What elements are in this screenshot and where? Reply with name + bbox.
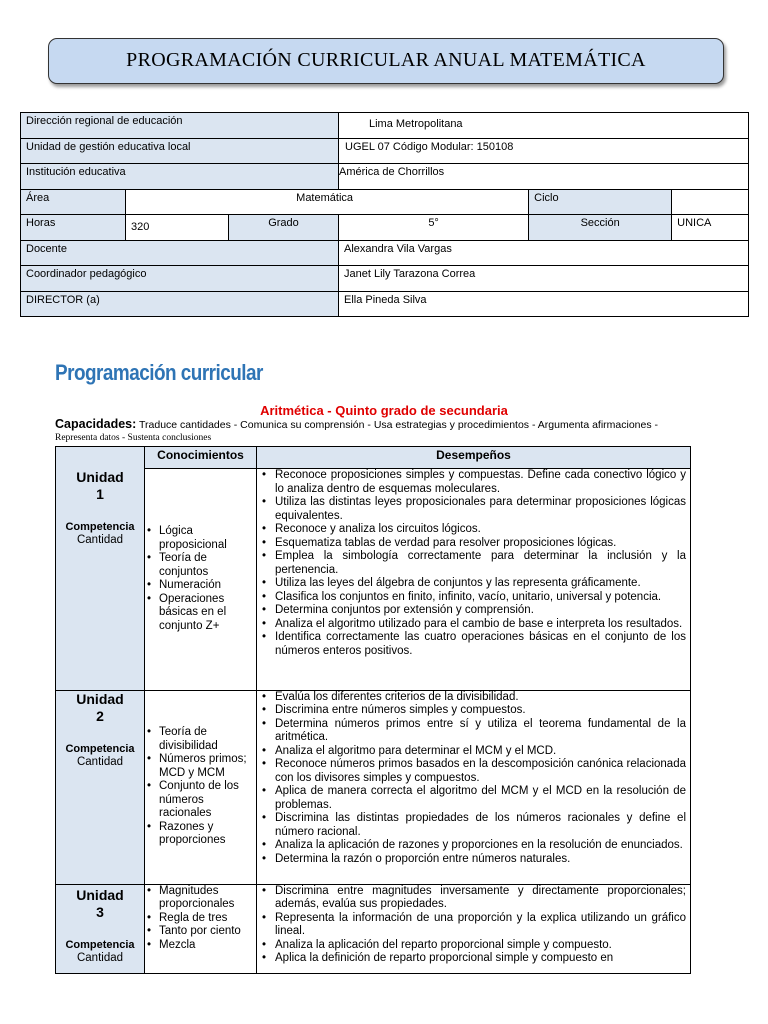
grado-label: Grado xyxy=(229,215,339,241)
direccion-label: Dirección regional de educación xyxy=(21,113,339,139)
list-item: • Conjunto de los números racionales xyxy=(145,780,256,821)
list-item: • Reconoce y analiza los circuitos lógicos. xyxy=(257,523,690,537)
list-item: • Discrimina entre magnitudes inversamente y directamente proporcionales; además, evalúa sus propiedades. xyxy=(257,885,690,912)
list-item: • Analiza la aplicación de razones y proporciones en la resolución de enunciados. xyxy=(257,839,690,853)
unit-3-cantidad: Cantidad xyxy=(76,951,124,964)
list-item: • Analiza la aplicación del reparto proporcional simple y compuesto. xyxy=(257,939,690,953)
capacidades-label: Capacidades: xyxy=(55,417,137,431)
info-row-coordinador xyxy=(21,266,749,292)
info-row-horas xyxy=(21,215,749,241)
section-title: Programación curricular xyxy=(55,360,263,385)
unit-3-number: 3 xyxy=(96,903,104,920)
unit-1-competencia: Competencia xyxy=(65,520,135,533)
list-item: • Lógica proposicional xyxy=(145,525,256,552)
unit-row-2 xyxy=(56,690,691,884)
list-item: • Razones y proporciones xyxy=(145,821,256,848)
list-item: • Representa la información de una proporción y la explica utilizando un gráfico lineal. xyxy=(257,912,690,939)
unit-1-desempenos xyxy=(257,469,691,691)
programacion-header-row xyxy=(56,447,691,469)
programacion-table xyxy=(55,446,691,974)
unit-2-number: 2 xyxy=(96,707,104,724)
list-item: • Evalúa los diferentes criterios de la divisibilidad. xyxy=(257,691,690,705)
list-item: • Analiza el algoritmo para determinar el MCM y el MCD. xyxy=(257,745,690,759)
institucion-value: América de Chorrillos xyxy=(339,164,749,190)
coordinador-label: Coordinador pedagógico xyxy=(21,266,339,292)
unit-2-desempenos xyxy=(257,690,691,884)
info-row-area xyxy=(21,189,749,215)
header-conocimientos: Conocimientos xyxy=(145,447,257,469)
capacidades-text: Traduce cantidades - Comunica su comprensión - Usa estrategias y procedimientos - Argumenta afirmaciones - xyxy=(136,419,659,431)
unit-2-cantidad: Cantidad xyxy=(76,755,124,768)
unit-2-name: Unidad xyxy=(76,690,124,707)
section-subtitle: Aritmética - Quinto grado de secundaria xyxy=(260,403,508,418)
director-label: DIRECTOR (a) xyxy=(21,291,339,317)
list-item: • Determina conjuntos por extensión y comprensión. xyxy=(257,604,690,618)
info-row-direccion xyxy=(21,113,749,139)
list-item: • Aplica de manera correcta el algoritmo del MCM y el MCD en la resolución de problemas. xyxy=(257,785,690,812)
ciclo-value xyxy=(672,189,749,215)
unit-1-name: Unidad xyxy=(76,468,124,485)
seccion-value: UNICA xyxy=(672,215,749,241)
capacidades-text-line2: Representa datos - Sustenta conclusiones xyxy=(55,433,212,443)
horas-label: Horas xyxy=(21,215,126,241)
info-row-director xyxy=(21,291,749,317)
area-value: Matemática xyxy=(126,189,529,215)
list-item: • Discrimina las distintas propiedades de los números racionales y define el número racional. xyxy=(257,812,690,839)
list-item: • Determina la razón o proporción entre números naturales. xyxy=(257,853,690,867)
institucion-label: Institución educativa xyxy=(21,164,339,190)
list-item: • Esquematiza tablas de verdad para resolver proposiciones lógicas. xyxy=(257,537,690,551)
list-item: • Analiza el algoritmo utilizado para el cambio de base e interpreta los resultados. xyxy=(257,618,690,632)
coordinador-value: Janet Lily Tarazona Correa xyxy=(339,266,749,292)
unit-3-name: Unidad xyxy=(76,886,124,903)
unit-2-conocimientos xyxy=(145,690,257,884)
unit-1-conocimientos xyxy=(145,469,257,691)
unit-1-cantidad: Cantidad xyxy=(76,533,124,546)
list-item: • Magnitudes proporcionales xyxy=(145,885,256,912)
list-item: • Reconoce números primos basados en la descomposición canónica relacionada con los divisores simples y compuestos. xyxy=(257,758,690,785)
list-item: • Emplea la simbología correctamente para determinar la inclusión y la pertenencia. xyxy=(257,550,690,577)
list-item: • Operaciones básicas en el conjunto Z+ xyxy=(145,593,256,634)
docente-label: Docente xyxy=(21,240,339,266)
unit-row-1 xyxy=(56,469,691,691)
unit-row-3 xyxy=(56,884,691,973)
list-item: • Determina números primos entre sí y utiliza el teorema fundamental de la aritmética. xyxy=(257,718,690,745)
list-item: • Identifica correctamente las cuatro operaciones básicas en el conjunto de los números enteros positivos. xyxy=(257,631,690,658)
list-item: • Discrimina entre números simples y compuestos. xyxy=(257,704,690,718)
seccion-label: Sección xyxy=(529,215,672,241)
unit-3-desempenos xyxy=(257,884,691,973)
unit-2-cell xyxy=(56,690,145,884)
list-item: • Teoría de conjuntos xyxy=(145,552,256,579)
info-row-docente xyxy=(21,240,749,266)
list-item: • Numeración xyxy=(145,579,256,593)
ugel-label: Unidad de gestión educativa local xyxy=(21,138,339,164)
capacidades-paragraph xyxy=(55,418,711,444)
list-item: • Clasifica los conjuntos en finito, infinito, vacío, unitario, universal y potencia. xyxy=(257,591,690,605)
list-item: • Mezcla xyxy=(145,939,256,953)
unit-1-cell xyxy=(56,469,145,691)
list-item: • Reconoce proposiciones simples y compuestas. Define cada conectivo lógico y lo analiza dentro de esquemas moleculares. xyxy=(257,469,690,496)
list-item: • Números primos; MCD y MCM xyxy=(145,753,256,780)
docente-value: Alexandra Vila Vargas xyxy=(339,240,749,266)
direccion-value: Lima Metropolitana xyxy=(339,113,749,139)
header-empty xyxy=(56,447,145,469)
list-item: • Tanto por ciento xyxy=(145,925,256,939)
list-item: • Teoría de divisibilidad xyxy=(145,726,256,753)
document-title-banner xyxy=(48,38,724,84)
info-row-institucion xyxy=(21,164,749,190)
area-label: Área xyxy=(21,189,126,215)
list-item: • Aplica la definición de reparto proporcional simple y compuesto en xyxy=(257,952,690,966)
unit-3-competencia: Competencia xyxy=(65,938,135,951)
list-item: • Utiliza las distintas leyes proposicionales para determinar proposiciones lógicas equivalentes. xyxy=(257,496,690,523)
director-value: Ella Pineda Silva xyxy=(339,291,749,317)
ciclo-label: Ciclo xyxy=(529,189,672,215)
list-item: • Regla de tres xyxy=(145,912,256,926)
info-row-ugel xyxy=(21,138,749,164)
horas-value: 320 xyxy=(126,215,229,241)
unit-1-number: 1 xyxy=(96,485,104,502)
unit-3-conocimientos xyxy=(145,884,257,973)
ugel-value: UGEL 07 Código Modular: 150108 xyxy=(339,138,749,164)
general-info-table xyxy=(20,112,749,317)
header-desempenos: Desempeños xyxy=(257,447,691,469)
document-title: PROGRAMACIÓN CURRICULAR ANUAL MATEMÁTICA xyxy=(126,49,646,71)
grado-value: 5° xyxy=(339,215,529,241)
list-item: • Utiliza las leyes del álgebra de conjuntos y las representa gráficamente. xyxy=(257,577,690,591)
unit-3-cell xyxy=(56,884,145,973)
unit-2-competencia: Competencia xyxy=(65,742,135,755)
